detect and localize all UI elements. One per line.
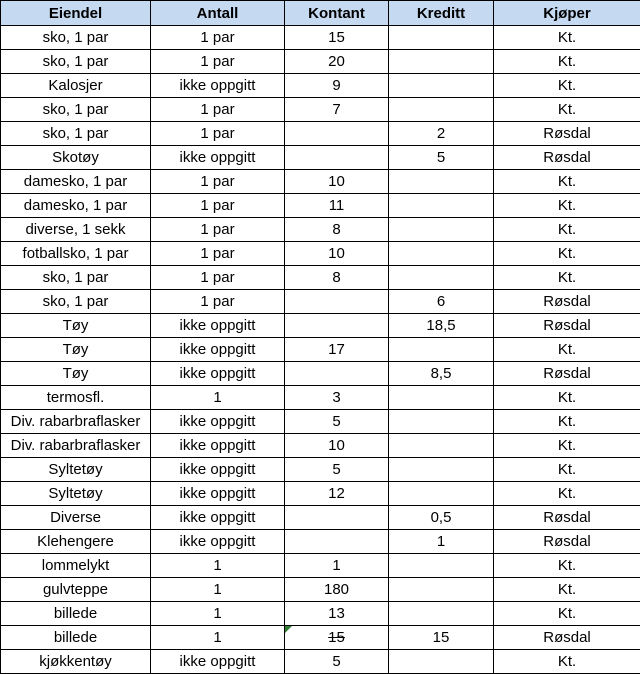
table-body [1, 26, 640, 674]
cell-eiendel[interactable] [1, 122, 151, 146]
cell-kontant[interactable] [285, 578, 389, 602]
cell-kreditt[interactable] [389, 74, 494, 98]
cell-text: ikke oppgitt [179, 509, 256, 526]
cell-antall[interactable] [151, 626, 285, 650]
table-row [1, 74, 640, 98]
cell-antall[interactable] [151, 410, 285, 434]
cell-text: 1 [436, 533, 446, 550]
cell-antall[interactable] [151, 338, 285, 362]
cell-kreditt[interactable] [389, 554, 494, 578]
cell-kjoper[interactable] [494, 290, 640, 314]
cell-kjoper[interactable] [494, 530, 640, 554]
cell-kontant[interactable] [285, 434, 389, 458]
cell-kjoper[interactable] [494, 26, 640, 50]
cell-text: ikke oppgitt [179, 485, 256, 502]
cell-eiendel[interactable] [1, 362, 151, 386]
cell-antall[interactable] [151, 578, 285, 602]
cell-text: ikke oppgitt [179, 461, 256, 478]
cell-text: 1 [213, 605, 222, 622]
cell-text: Kt. [557, 413, 577, 430]
cell-antall[interactable] [151, 386, 285, 410]
cell-kontant[interactable] [285, 386, 389, 410]
table-row [1, 122, 640, 146]
cell-eiendel[interactable] [1, 194, 151, 218]
cell-kontant[interactable] [285, 362, 389, 386]
cell-eiendel[interactable] [1, 290, 151, 314]
cell-text: 10 [328, 245, 345, 262]
cell-text: Kt. [557, 341, 577, 358]
cell-kjoper[interactable] [494, 170, 640, 194]
cell-text: sko, 1 par [42, 293, 109, 310]
cell-text: Klehengere [37, 533, 114, 550]
cell-kreditt[interactable] [389, 650, 494, 674]
cell-text: Div. rabarbraflasker [10, 437, 141, 454]
cell-kjoper[interactable] [494, 410, 640, 434]
cell-text: 0,5 [430, 509, 452, 526]
cell-kontant[interactable] [285, 218, 389, 242]
cell-antall[interactable] [151, 74, 285, 98]
table-row [1, 506, 640, 530]
cell-kreditt[interactable] [389, 626, 494, 650]
table-row [1, 26, 640, 50]
table-row [1, 194, 640, 218]
cell-text: 1 par [200, 197, 235, 214]
cell-text: 1 par [200, 53, 235, 70]
cell-kjoper[interactable] [494, 626, 640, 650]
cell-text: 15 [432, 629, 450, 646]
cell-text: 8,5 [430, 365, 452, 382]
cell-kontant[interactable] [285, 338, 389, 362]
cell-text: 12 [328, 485, 345, 502]
table-row [1, 410, 640, 434]
cell-text: ikke oppgitt [179, 317, 256, 334]
cell-kjoper[interactable] [494, 362, 640, 386]
cell-text: Kt. [557, 581, 577, 598]
cell-text: Kt. [557, 653, 577, 670]
cell-text: 15 [328, 29, 345, 46]
cell-text: gulvteppe [42, 581, 109, 598]
cell-text: Syltetøy [48, 485, 103, 502]
table-row [1, 338, 640, 362]
column-header-kontant[interactable]: Kontant [285, 1, 389, 26]
cell-eiendel[interactable] [1, 314, 151, 338]
cell-eiendel[interactable] [1, 554, 151, 578]
cell-kontant[interactable] [285, 290, 389, 314]
cell-text: Syltetøy [48, 461, 103, 478]
cell-kjoper[interactable] [494, 458, 640, 482]
cell-kreditt[interactable] [389, 386, 494, 410]
cell-text: Kt. [557, 77, 577, 94]
cell-text: 8 [332, 269, 341, 286]
cell-kreditt[interactable] [389, 434, 494, 458]
cell-text: fotballsko, 1 par [22, 245, 129, 262]
table-row [1, 602, 640, 626]
cell-kontant[interactable] [285, 554, 389, 578]
cell-text: 13 [328, 605, 345, 622]
cell-kjoper[interactable] [494, 506, 640, 530]
cell-text: 5 [332, 413, 341, 430]
cell-text: 1 [213, 581, 222, 598]
cell-text: Røsdal [543, 293, 591, 310]
cell-eiendel[interactable] [1, 98, 151, 122]
cell-eiendel[interactable] [1, 338, 151, 362]
cell-kontant[interactable] [285, 410, 389, 434]
cell-eiendel[interactable] [1, 650, 151, 674]
cell-eiendel[interactable] [1, 218, 151, 242]
cell-antall[interactable] [151, 554, 285, 578]
cell-text: 1 [332, 557, 341, 574]
cell-kontant[interactable] [285, 122, 389, 146]
table-row [1, 266, 640, 290]
cell-text: diverse, 1 sekk [25, 221, 126, 238]
cell-text: 6 [436, 293, 446, 310]
table-row [1, 362, 640, 386]
cell-eiendel[interactable] [1, 410, 151, 434]
cell-kontant[interactable] [285, 170, 389, 194]
cell-text: 18,5 [426, 317, 456, 334]
table-row [1, 626, 640, 650]
cell-antall[interactable] [151, 26, 285, 50]
column-header-kreditt[interactable]: Kreditt [389, 1, 494, 26]
cell-eiendel[interactable] [1, 626, 151, 650]
cell-antall[interactable] [151, 170, 285, 194]
cell-eiendel[interactable] [1, 458, 151, 482]
cell-kjoper[interactable] [494, 50, 640, 74]
cell-kreditt[interactable] [389, 98, 494, 122]
cell-antall[interactable] [151, 242, 285, 266]
cell-antall[interactable] [151, 650, 285, 674]
table-row [1, 578, 640, 602]
cell-text: ikke oppgitt [179, 149, 256, 166]
cell-kjoper[interactable] [494, 194, 640, 218]
cell-eiendel[interactable] [1, 434, 151, 458]
cell-text: Kt. [557, 605, 577, 622]
table-row [1, 314, 640, 338]
cell-kreditt[interactable] [389, 362, 494, 386]
cell-kreditt[interactable] [389, 578, 494, 602]
cell-text: kjøkkentøy [39, 653, 112, 670]
cell-kreditt[interactable] [389, 194, 494, 218]
cell-kontant[interactable] [285, 50, 389, 74]
column-header-eiendel[interactable]: Eiendel [1, 1, 151, 26]
cell-antall[interactable] [151, 506, 285, 530]
table-row [1, 554, 640, 578]
cell-text: damesko, 1 par [23, 197, 128, 214]
cell-text: Kt. [557, 197, 577, 214]
table-row [1, 218, 640, 242]
cell-kreditt[interactable] [389, 122, 494, 146]
cell-text: 15 [328, 629, 345, 646]
table-row [1, 98, 640, 122]
cell-kjoper[interactable] [494, 122, 640, 146]
cell-text: 1 par [200, 173, 235, 190]
cell-kontant[interactable] [285, 602, 389, 626]
cell-kjoper[interactable] [494, 338, 640, 362]
cell-kontant[interactable] [285, 266, 389, 290]
table-row [1, 290, 640, 314]
column-header-antall[interactable]: Antall [151, 1, 285, 26]
cell-text: 7 [332, 101, 341, 118]
cell-antall[interactable] [151, 290, 285, 314]
cell-kreditt[interactable] [389, 530, 494, 554]
cell-text: ikke oppgitt [179, 437, 256, 454]
cell-text: 1 par [200, 293, 235, 310]
cell-antall[interactable] [151, 98, 285, 122]
table-row [1, 458, 640, 482]
cell-text: 1 par [200, 29, 235, 46]
cell-kjoper[interactable] [494, 386, 640, 410]
table-row [1, 530, 640, 554]
cell-text: Røsdal [543, 317, 591, 334]
cell-text: Røsdal [543, 533, 591, 550]
cell-kreditt[interactable] [389, 458, 494, 482]
cell-text: 10 [328, 437, 345, 454]
cell-text: 1 [213, 557, 222, 574]
cell-eiendel[interactable] [1, 74, 151, 98]
cell-eiendel[interactable] [1, 530, 151, 554]
cell-text: Tøy [62, 341, 89, 358]
cell-text: Tøy [62, 365, 89, 382]
cell-kontant[interactable] [285, 26, 389, 50]
cell-text: Kt. [557, 53, 577, 70]
cell-text: ikke oppgitt [179, 653, 256, 670]
comment-marker-icon[interactable] [285, 626, 292, 633]
cell-kreditt[interactable] [389, 266, 494, 290]
cell-text: 20 [328, 53, 345, 70]
cell-text: 8 [332, 221, 341, 238]
cell-kjoper[interactable] [494, 218, 640, 242]
cell-text: 5 [332, 653, 341, 670]
cell-kjoper[interactable] [494, 314, 640, 338]
cell-text: ikke oppgitt [179, 413, 256, 430]
table-row [1, 482, 640, 506]
cell-text: 1 [213, 629, 222, 646]
cell-antall[interactable] [151, 602, 285, 626]
cell-kontant[interactable] [285, 458, 389, 482]
cell-text: Kt. [557, 173, 577, 190]
cell-text: Kt. [557, 437, 577, 454]
cell-kreditt[interactable] [389, 290, 494, 314]
cell-kjoper[interactable] [494, 74, 640, 98]
cell-text: sko, 1 par [42, 29, 109, 46]
cell-text: 2 [436, 125, 446, 142]
cell-text: Røsdal [543, 365, 591, 382]
table-row [1, 434, 640, 458]
cell-kreditt[interactable] [389, 146, 494, 170]
cell-kontant[interactable] [285, 242, 389, 266]
cell-text: Kt. [557, 101, 577, 118]
cell-text: 9 [332, 77, 341, 94]
cell-kjoper[interactable] [494, 242, 640, 266]
cell-text: sko, 1 par [42, 125, 109, 142]
cell-text: Kt. [557, 221, 577, 238]
cell-text: 1 par [200, 125, 235, 142]
cell-kreditt[interactable] [389, 338, 494, 362]
cell-antall[interactable] [151, 218, 285, 242]
cell-antall[interactable] [151, 50, 285, 74]
cell-text: 17 [328, 341, 345, 358]
cell-text: 5 [332, 461, 341, 478]
cell-text: Røsdal [543, 509, 591, 526]
cell-eiendel[interactable] [1, 386, 151, 410]
cell-kontant[interactable] [285, 146, 389, 170]
cell-kjoper[interactable] [494, 602, 640, 626]
cell-text: Røsdal [543, 149, 591, 166]
cell-kontant[interactable] [285, 530, 389, 554]
cell-text: billede [53, 605, 98, 622]
cell-text: Skotøy [52, 149, 99, 166]
cell-text: ikke oppgitt [179, 365, 256, 382]
cell-text: Røsdal [543, 629, 591, 646]
cell-kreditt[interactable] [389, 410, 494, 434]
cell-antall[interactable] [151, 530, 285, 554]
cell-text: damesko, 1 par [23, 173, 128, 190]
cell-kontant[interactable] [285, 194, 389, 218]
cell-kontant[interactable] [285, 314, 389, 338]
cell-text: sko, 1 par [42, 269, 109, 286]
cell-text: Kt. [557, 245, 577, 262]
cell-eiendel[interactable] [1, 506, 151, 530]
cell-eiendel[interactable] [1, 578, 151, 602]
cell-kreditt[interactable] [389, 506, 494, 530]
cell-antall[interactable] [151, 482, 285, 506]
cell-text: Diverse [50, 509, 101, 526]
table-row [1, 170, 640, 194]
cell-kjoper[interactable] [494, 434, 640, 458]
cell-kreditt[interactable] [389, 218, 494, 242]
cell-eiendel[interactable] [1, 170, 151, 194]
cell-kreditt[interactable] [389, 242, 494, 266]
cell-text: Kt. [557, 269, 577, 286]
cell-text: ikke oppgitt [179, 77, 256, 94]
cell-text: termosfl. [46, 389, 105, 406]
cell-antall[interactable] [151, 194, 285, 218]
cell-text: 1 [213, 389, 222, 406]
cell-text: Kt. [557, 29, 577, 46]
cell-kreditt[interactable] [389, 50, 494, 74]
cell-text: ikke oppgitt [179, 341, 256, 358]
cell-eiendel[interactable] [1, 146, 151, 170]
header-row [1, 1, 640, 26]
cell-text: 1 par [200, 221, 235, 238]
cell-kreditt[interactable] [389, 482, 494, 506]
cell-text: 1 par [200, 101, 235, 118]
column-header-kjoper[interactable]: Kjøper [494, 1, 640, 26]
cell-kontant[interactable] [285, 482, 389, 506]
cell-kreditt[interactable] [389, 314, 494, 338]
cell-text: ikke oppgitt [179, 533, 256, 550]
cell-kjoper[interactable] [494, 578, 640, 602]
cell-text: 10 [328, 173, 345, 190]
cell-text: Kt. [557, 557, 577, 574]
cell-kontant[interactable] [285, 98, 389, 122]
table-row [1, 146, 640, 170]
cell-kontant[interactable] [285, 506, 389, 530]
cell-text: Tøy [62, 317, 89, 334]
cell-kontant[interactable] [285, 626, 389, 650]
cell-text: Kalosjer [48, 77, 103, 94]
cell-text: Kt. [557, 389, 577, 406]
cell-text: Div. rabarbraflasker [10, 413, 141, 430]
cell-text: 180 [323, 581, 350, 598]
cell-text: Kt. [557, 485, 577, 502]
cell-text: billede [53, 629, 98, 646]
table-row [1, 386, 640, 410]
cell-kreditt[interactable] [389, 170, 494, 194]
cell-kjoper[interactable] [494, 482, 640, 506]
table-row [1, 50, 640, 74]
cell-antall[interactable] [151, 122, 285, 146]
cell-kjoper[interactable] [494, 650, 640, 674]
cell-text: lommelykt [41, 557, 110, 574]
cell-eiendel[interactable] [1, 26, 151, 50]
table-row [1, 242, 640, 266]
cell-text: sko, 1 par [42, 53, 109, 70]
cell-text: 1 par [200, 245, 235, 262]
cell-kreditt[interactable] [389, 26, 494, 50]
cell-eiendel[interactable] [1, 242, 151, 266]
cell-text: sko, 1 par [42, 101, 109, 118]
cell-kjoper[interactable] [494, 98, 640, 122]
table-row [1, 650, 640, 674]
cell-text: Kt. [557, 461, 577, 478]
cell-kjoper[interactable] [494, 146, 640, 170]
cell-text: 3 [332, 389, 341, 406]
cell-text: 11 [328, 197, 345, 214]
cell-antall[interactable] [151, 362, 285, 386]
cell-antall[interactable] [151, 266, 285, 290]
cell-kjoper[interactable] [494, 554, 640, 578]
cell-eiendel[interactable] [1, 482, 151, 506]
cell-eiendel[interactable] [1, 602, 151, 626]
cell-text: 5 [436, 149, 446, 166]
cell-eiendel[interactable] [1, 266, 151, 290]
cell-antall[interactable] [151, 146, 285, 170]
cell-kontant[interactable] [285, 74, 389, 98]
cell-antall[interactable] [151, 434, 285, 458]
cell-kjoper[interactable] [494, 266, 640, 290]
cell-eiendel[interactable] [1, 50, 151, 74]
cell-antall[interactable] [151, 458, 285, 482]
cell-kreditt[interactable] [389, 602, 494, 626]
cell-kontant[interactable] [285, 650, 389, 674]
cell-text: 1 par [200, 269, 235, 286]
cell-text: Røsdal [543, 125, 591, 142]
cell-antall[interactable] [151, 314, 285, 338]
